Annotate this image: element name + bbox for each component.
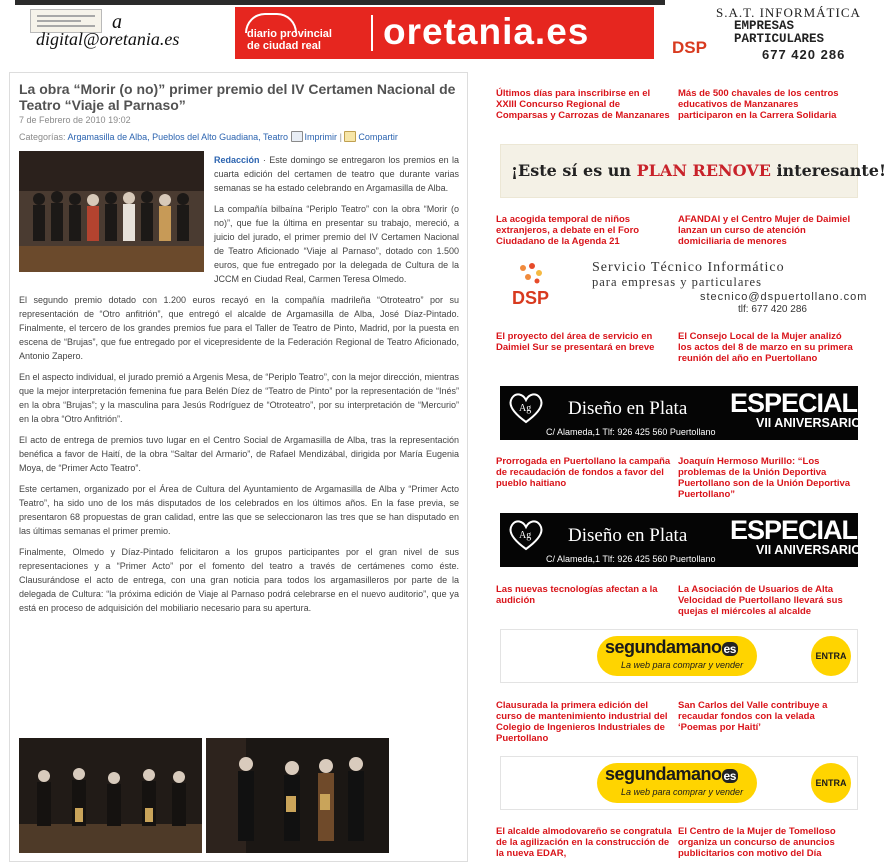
diseno-en-plata-ad[interactable] xyxy=(500,386,862,440)
banner-brand: oretania.es xyxy=(383,11,590,52)
article-paragraph-4: En el aspecto individual, el jurado premió a Argenis Mesa, de “Periplo Teatro”, con la mejor dirección, mientras que la mejor interpretación femenina fue para Belén Díez de “Teatro de Pinto” por la representación de “Inés” en la obra “Brujas”; y la masculina para Jesús Rodríguez de “Otroteatro”, por su interpretación de “Mercurio” en la obra “Otro Anfitrión”. xyxy=(19,372,459,424)
dsp-ad-title: Servicio Técnico Informático xyxy=(592,260,785,275)
news-link[interactable]: Clausurada la primera edición del curso de mantenimiento industrial del Colegio de Ingenieros Industriales de Puertollano xyxy=(496,700,668,744)
plata-anniversary: VII ANIVERSARIO xyxy=(756,416,862,430)
dsp-ad-logo: DSP xyxy=(512,288,550,308)
banner-divider xyxy=(371,15,373,51)
news-link[interactable]: Últimos días para inscribirse en el XXIII Concurso Regional de Comparsas y Carrozas de Manzanares xyxy=(496,88,670,121)
plata-address: C/ Alameda,1 Tlf: 926 425 560 Puertollano xyxy=(546,427,716,437)
sat-phone: 677 420 286 xyxy=(762,47,846,62)
article-photo-stage[interactable] xyxy=(19,738,202,853)
segundamano-enter-button[interactable]: ENTRA xyxy=(811,636,851,676)
svg-text:Ag: Ag xyxy=(519,530,532,541)
article-body xyxy=(19,153,459,622)
print-link[interactable]: Imprimir xyxy=(304,132,338,142)
oretania-digital-logo[interactable] xyxy=(0,5,230,67)
article-paragraph-7: Finalmente, Olmedo y Díaz-Pintado felicitaron a los grupos participantes por el gran nivel de sus representaciones y a “Primer Acto” por el fomento del teatro a través de certámenes como éste. Clausurándose el acto de entrega, con una gran noticia para todos los argamasilleros por parte de la delegada de Cultura: “la próxima edición de Viaje al Parnaso podrá celebrarse en el nuevo auditorio”, que ya está en proceso de adquisición del mobiliario necesario para su apertura. xyxy=(19,547,459,613)
segundamano-ad[interactable] xyxy=(500,629,858,683)
news-link[interactable]: El proyecto del área de servicio en Daimiel Sur se presentará en breve xyxy=(496,331,655,353)
segundamano-brand: segundamano es xyxy=(605,637,736,657)
segundamano-slogan: La web para comprar y vender xyxy=(621,660,744,670)
dsp-logo: DSP xyxy=(672,38,707,57)
plan-renove-ad[interactable] xyxy=(500,144,886,198)
segundamano-slogan: La web para comprar y vender xyxy=(621,787,744,797)
print-icon[interactable] xyxy=(291,131,303,142)
article-meta xyxy=(19,131,398,142)
segundamano-brand: segundamano es xyxy=(605,764,736,784)
article-photo-award[interactable] xyxy=(206,738,389,853)
dsp-dots-icon xyxy=(518,262,544,284)
article xyxy=(9,72,468,862)
news-link[interactable]: El Consejo Local de la Mujer analizó los actos del 8 de marzo en su primera reunión del año en Puertollano xyxy=(678,331,853,364)
article-paragraph-6: Este certamen, organizado por el Área de Cultura del Ayuntamiento de Argamasilla de Alba y “Primer Acto Teatro”, ha sido uno de los más disputados de los celebrados en los últimos años. En la fase previa, se presentaron 68 propuestas de gran calidad, entre las que se seleccionaron las tres que se han disputado en las últimas semanas el primer premio. xyxy=(19,484,459,536)
share-link[interactable]: Compartir xyxy=(358,132,398,142)
plata-anniversary: VII ANIVERSARIO xyxy=(756,543,862,557)
sat-informatica-ad[interactable] xyxy=(666,0,880,62)
news-link[interactable]: Más de 500 chavales de los centros educativos de Manzanares participaron en la Carrera Solidaria xyxy=(678,88,839,121)
plata-name: Diseño en Plata xyxy=(568,525,688,546)
banner-subtitle: diario provincial de ciudad real xyxy=(247,28,332,52)
plata-special: ESPECIAL xyxy=(730,388,858,418)
news-link[interactable]: El alcalde almodovareño se congratula de la agilización en la construcción de la nueva EDAR, xyxy=(496,826,672,859)
news-link[interactable]: San Carlos del Valle contribuye a recaudar fondos con la velada ‘Poemas por Haití’ xyxy=(678,700,828,733)
news-link[interactable]: Prorrogada en Puertollano la campaña de recaudación de fondos a favor del pueblo haitiano xyxy=(496,456,671,489)
news-link[interactable]: Las nuevas tecnologías afectan a la audición xyxy=(496,584,658,606)
segundamano-enter-button[interactable]: ENTRA xyxy=(811,763,851,803)
oretania-banner[interactable] xyxy=(235,7,654,59)
dsp-ad-subtitle: para empresas y particulares xyxy=(592,275,762,289)
news-link[interactable]: AFANDAI y el Centro Mujer de Daimiel lanzan un curso de atención domiciliaria de menores xyxy=(678,214,851,247)
svg-text:Ag: Ag xyxy=(519,403,532,414)
article-paragraph-5: El acto de entrega de premios tuvo lugar en el Centro Social de Argamasilla de Alba, tras la representación benéfica a favor de Haití, de la obra “Saltar del Armario”, de Rafael Mendizábal, dirigida por María Eugenia Moya, de “Primer Acto Teatro”. xyxy=(19,435,459,473)
sat-targets: EMPRESAS PARTICULARES xyxy=(734,19,825,46)
plan-renove-text: ¡Este sí es un PLAN RENOVE interesante! xyxy=(511,161,886,180)
categories-links[interactable]: Argamasilla de Alba, Pueblos del Alto Guadiana, Teatro xyxy=(67,132,289,142)
plata-address: C/ Alameda,1 Tlf: 926 425 560 Puertollano xyxy=(546,554,716,564)
heart-icon xyxy=(508,519,544,551)
plata-name: Diseño en Plata xyxy=(568,398,688,419)
share-icon[interactable] xyxy=(344,131,356,142)
segundamano-ad-2[interactable] xyxy=(500,756,858,810)
article-paragraph-1: Redacción · Este domingo se entregaron los premios en la cuarta edición del certamen de teatro que durante varias semanas se ha estado celebrando en Argamasilla de Alba. xyxy=(214,155,459,193)
dsp-service-ad[interactable] xyxy=(500,252,868,318)
article-paragraph-3: El segundo premio dotado con 1.200 euros recayó en la compañía madrileña “Otroteatro” por su representación de “Otro anfitrión”, que entregó el alcalde de Argamasilla de Alba, José Díaz-Pintado. Finalmente, el tercero de los grandes premios fue para el Taller de Teatro de Pinto, Madrid, por la puesta en escena de “Brujas”, que fue entregado por el vicepresidente de la Federación Regional de Teatro Aficionado, Antonio Zapero. xyxy=(19,295,459,361)
news-link[interactable]: El Centro de la Mujer de Tomelloso organiza un concurso de anuncios publicitarios con motivo del Día xyxy=(678,826,836,859)
logo-a: a xyxy=(112,11,122,33)
heart-icon xyxy=(508,392,544,424)
logo-email: digital@oretania.es xyxy=(36,29,180,49)
dsp-ad-email: stecnico@dspuertollano.com xyxy=(700,291,868,303)
diseno-en-plata-ad-2[interactable] xyxy=(500,513,862,567)
article-paragraph-2: La compañía bilbaína “Periplo Teatro” con la obra “Morir (o no)”, que fue la última en presentar su trabajo, mereció, a juicio del jurado, el primer premio del IV Certamen Nacional de Teatro Aficionado “Viaje al Parnaso”, dotado con 1.500 euros, que fue entregado por la delegada de Cultura de la JCCM en Ciudad Real, Carmen Teresa Olmedo. xyxy=(214,204,459,284)
author-name[interactable]: Redacción xyxy=(214,155,260,165)
plata-special: ESPECIAL xyxy=(730,515,858,545)
article-date: 7 de Febrero de 2010 19:02 xyxy=(19,115,131,125)
news-link[interactable]: Joaquín Hermoso Murillo: “Los problemas de la Unión Deportiva Puertollano son de la Unión Deportiva Puertollano” xyxy=(678,456,851,500)
news-link[interactable]: La Asociación de Usuarios de Alta Velocidad de Puertollano llevará sus quejas el miércoles al alcalde xyxy=(678,584,843,617)
meta-separator: | xyxy=(339,132,342,142)
news-link[interactable]: La acogida temporal de niños extranjeros, a debate en el Foro Ciudadano de la Agenda 21 xyxy=(496,214,640,247)
article-title[interactable]: La obra “Morir (o no)” primer premio del IV Certamen Nacional de Teatro “Viaje al Parnaso” xyxy=(19,81,456,113)
dsp-ad-phone: tlf: 677 420 286 xyxy=(738,304,807,315)
sat-title: S.A.T. INFORMÁTICA xyxy=(716,5,861,20)
categories-label: Categorías: xyxy=(19,132,66,142)
